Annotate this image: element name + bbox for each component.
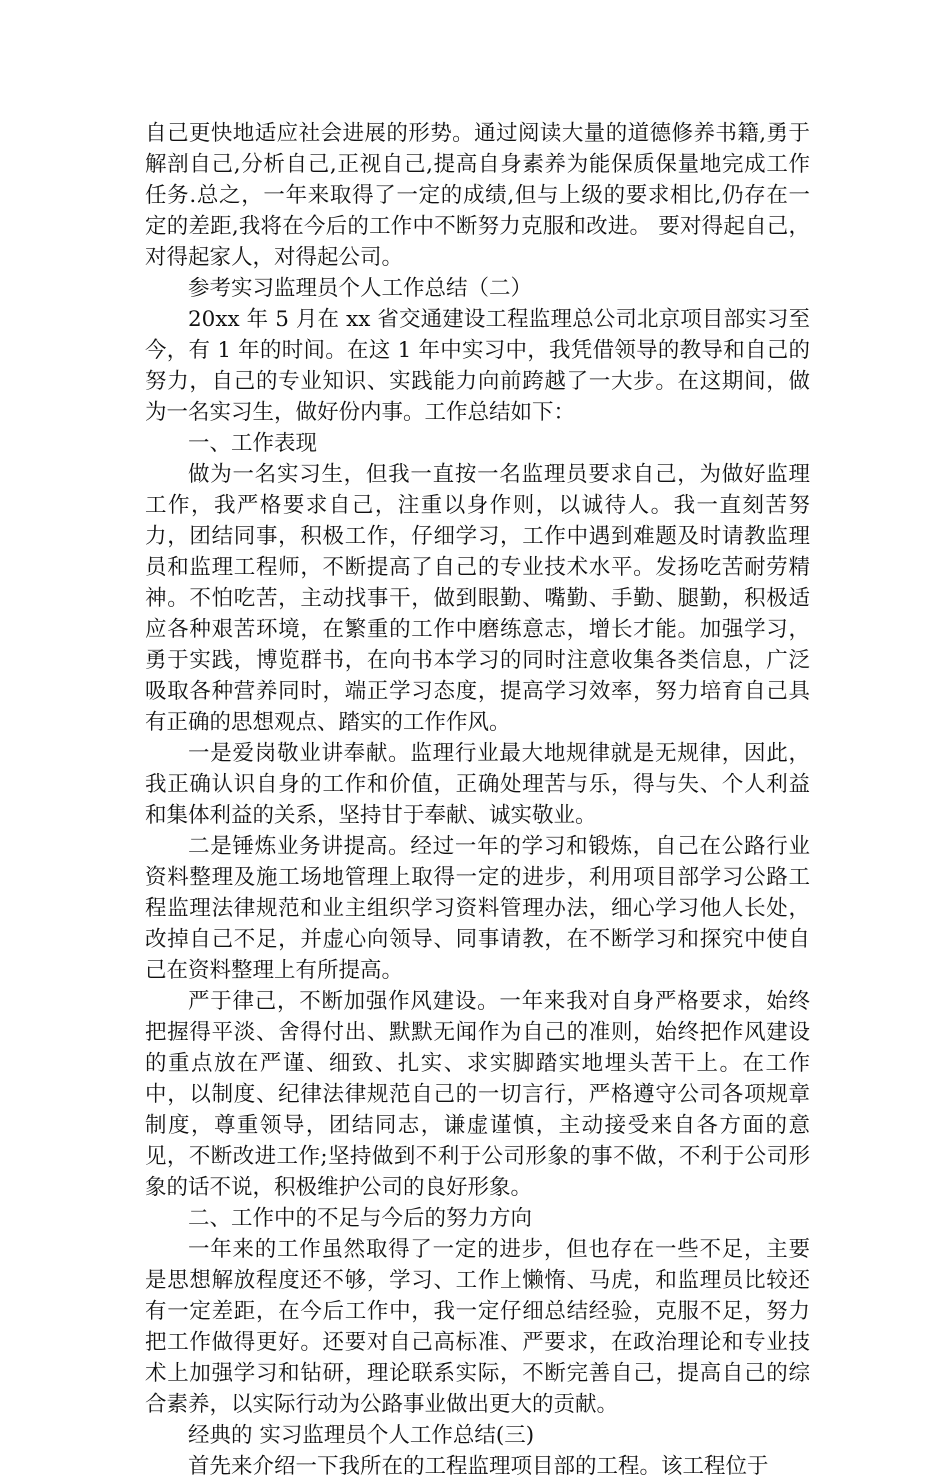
subheading-work-performance: 一、工作表现 (188, 431, 318, 456)
subheading-shortcomings: 二、工作中的不足与今后的努力方向 (188, 1206, 533, 1231)
paragraph-skill-improvement: 二是锤炼业务讲提高。经过一年的学习和锻炼，自己在公路行业资料整理及施工场地管理上取得一定的进步，利用项目部学习公路工程监理法律规范和业主组织学习资料管理办法，细心学习他人长处，改掉自己不足，并虚心向领导、同事请教，在不断学习和探究中使自己在资料整理上有所提高。 (145, 834, 810, 983)
paragraph-self-discipline: 严于律己，不断加强作风建设。一年来我对自身严格要求，始终把握得平淡、舍得付出、默默无闻作为自己的准则，始终把作风建设的重点放在严谨、细致、扎实、求实脚踏实地埋头苦干上。在工作中，以制度、纪律法律规范自己的一切言行，严格遵守公司各项规章制度，尊重领导，团结同志，谦虚谨慎，主动接受来自各方面的意见，不断改进工作;坚持做到不利于公司形象的事不做，不利于公司形象的话不说，积极维护公司的良好形象。 (145, 989, 810, 1200)
paragraph-dedication: 一是爱岗敬业讲奉献。监理行业最大地规律就是无规律，因此，我正确认识自身的工作和价值，正确处理苦与乐，得与失、个人利益和集体利益的关系，坚持甘于奉献、诚实敬业。 (145, 741, 810, 828)
section-title-part-three: 经典的 实习监理员个人工作总结(三) (188, 1423, 535, 1448)
paragraph-opening-continuation: 自己更快地适应社会进展的形势。通过阅读大量的道德修养书籍,勇于解剖自己,分析自己,正视自己,提高自身素养为能保质保量地完成工作任务.总之，一年来取得了一定的成绩,但与上级的要求相比,仍存在一定的差距,我将在今后的工作中不断努力克服和改进。 要对得起自己，对得起家人，对得起公司。 (145, 121, 810, 270)
paragraph-work-performance: 做为一名实习生，但我一直按一名监理员要求自己，为做好监理工作，我严格要求自己，注重以身作则，以诚待人。我一直刻苦努力，团结同事，积极工作，仔细学习，工作中遇到难题及时请教监理员和监理工程师，不断提高了自己的专业技术水平。发扬吃苦耐劳精神。不怕吃苦，主动找事干，做到眼勤、嘴勤、手勤、腿勤，积极适应各种艰苦环境，在繁重的工作中磨练意志，增长才能。加强学习，勇于实践，博览群书，在向书本学习的同时注意收集各类信息，广泛吸取各种营养同时，端正学习态度，提高学习效率，努力培育自己具有正确的思想观点、踏实的工作作风。 (145, 462, 810, 735)
paragraph-intro: 20xx 年 5 月在 xx 省交通建设工程监理总公司北京项目部实习至今，有 1 年的时间。在这 1 年中实习中，我凭借领导的教导和自己的努力，自己的专业知识、实践能力向前跨越了一大步。在这期间，做为一名实习生，做好份内事。工作总结如下： (145, 307, 810, 425)
paragraph-shortcomings: 一年来的工作虽然取得了一定的进步，但也存在一些不足，主要是思想解放程度还不够，学习、工作上懒惰、马虎，和监理员比较还有一定差距，在今后工作中，我一定仔细总结经验，克服不足，努力把工作做得更好。还要对自己高标准、严要求，在政治理论和专业技术上加强学习和钻研，理论联系实际，不断完善自己，提高自己的综合素养，以实际行动为公路事业做出更大的贡献。 (145, 1237, 810, 1417)
paragraph-project-intro: 首先来介绍一下我所在的工程监理项目部的工程。该工程位于 (188, 1454, 769, 1479)
document-page (145, 118, 810, 1482)
section-title-part-two: 参考实习监理员个人工作总结（二） (188, 276, 533, 301)
